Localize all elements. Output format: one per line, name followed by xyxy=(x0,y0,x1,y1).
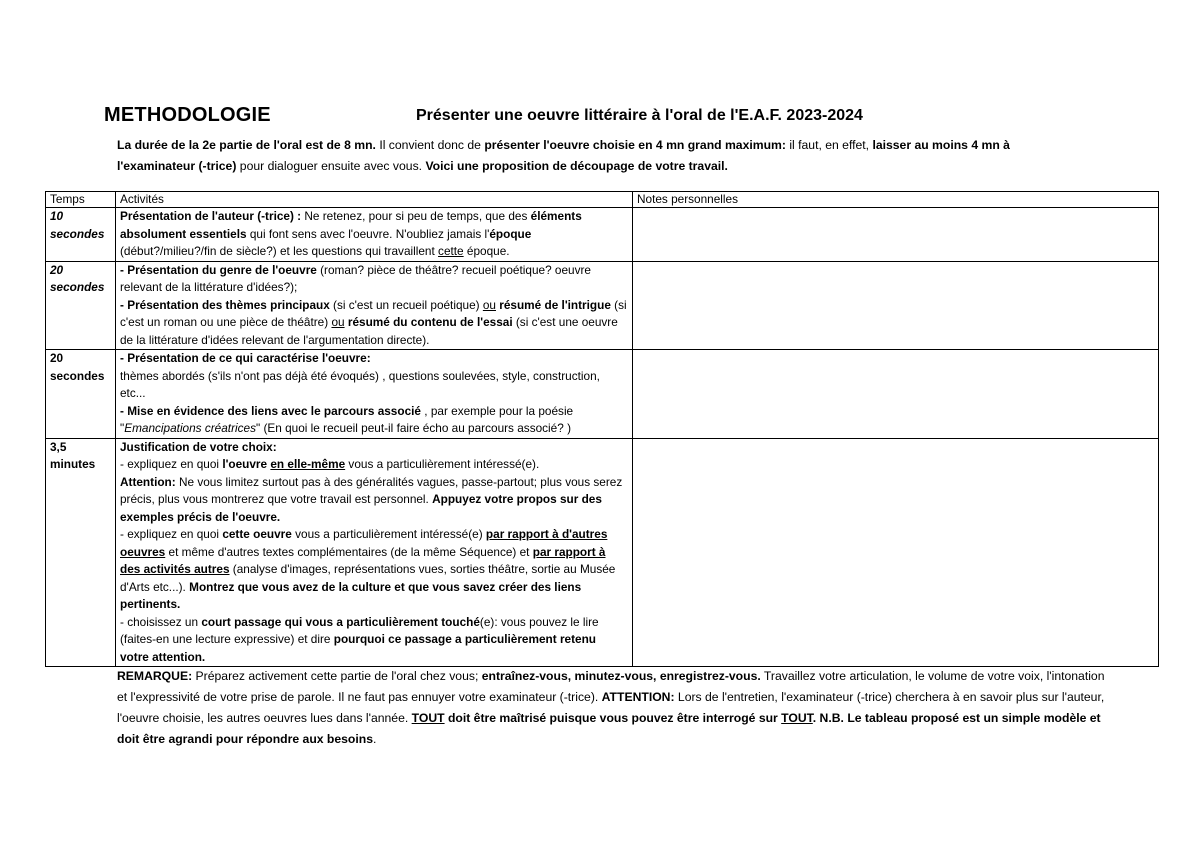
header-notes: Notes personnelles xyxy=(633,192,1159,208)
remark-underline: TOUT xyxy=(781,711,813,725)
activity-heading: - Présentation du genre de l'oeuvre xyxy=(120,262,317,277)
activity-emphasis: éléments absolument essentiels xyxy=(120,209,582,241)
activity-emphasis: pourquoi ce passage a particulièrement retenu votre attention. xyxy=(120,632,596,664)
intro-proposal: Voici une proposition de découpage de votre travail. xyxy=(425,159,728,173)
table-row xyxy=(46,438,1159,667)
time-unit: secondes xyxy=(50,368,105,383)
notes-cell[interactable] xyxy=(633,350,1159,439)
activity-text: vous a particulièrement intéressé(e) xyxy=(291,527,486,541)
activity-emphasis: résumé de l'intrigue xyxy=(495,297,611,312)
activity-text: (analyse d'images, représentations vues, sorties théâtre, sortie au Musée d'Arts etc...). xyxy=(120,562,616,594)
activity-underline: ou xyxy=(331,315,345,329)
activity-text: vous a particulièrement intéressé(e). xyxy=(345,457,540,471)
activity-underline: en elle-même xyxy=(270,457,346,471)
activity-emphasis: cette oeuvre xyxy=(222,527,292,541)
header-time: Temps xyxy=(46,192,116,208)
intro-present: présenter l'oeuvre choisie en 4 mn grand maximum: xyxy=(484,138,786,152)
time-cell xyxy=(46,438,116,667)
activity-heading: Justification de votre choix: xyxy=(120,439,277,454)
methodology-table xyxy=(45,191,1159,667)
activity-underline: par rapport à des activités autres xyxy=(120,544,606,576)
activity-italic: Emancipations créatrices xyxy=(124,421,256,435)
time-unit: secondes xyxy=(50,280,105,294)
activity-text: (si c'est un roman ou une pièce de théâtre) xyxy=(120,297,627,329)
remark-emphasis: doit être maîtrisé puisque vous pouvez être interrogé sur xyxy=(444,711,782,725)
page-subtitle: Présenter une oeuvre littéraire à l'oral de l'E.A.F. 2023-2024 xyxy=(416,107,863,124)
activity-text: (si c'est un recueil poétique) xyxy=(329,297,483,312)
activity-text: Ne vous limitez surtout pas à des généralités vagues, passe-partout; plus vous serez précis, plus vous montrerez que votre travail est personnel. xyxy=(120,474,623,506)
activity-emphasis: époque xyxy=(489,226,532,241)
activity-cell xyxy=(116,350,633,439)
activity-text: " (En quoi le recueil peut-il faire écho au parcours associé? ) xyxy=(256,421,572,435)
remark-text: . xyxy=(372,732,377,746)
activity-text: (début?/milieu?/fin de siècle?) et les questions qui travaillent xyxy=(120,244,439,258)
activity-heading: - Mise en évidence des liens avec le parcours associé xyxy=(120,403,421,418)
attention-label: ATTENTION: xyxy=(601,690,675,704)
remark-emphasis: entraînez-vous, minutez-vous, enregistrez-vous. xyxy=(481,669,761,683)
time-cell xyxy=(46,261,116,350)
activity-emphasis: Attention: xyxy=(120,474,176,489)
activity-text: , par exemple pour la poésie " xyxy=(120,403,574,435)
header-activities: Activités xyxy=(116,192,633,208)
remark-text: Préparez activement cette partie de l'oral chez vous; xyxy=(192,669,482,683)
notes-cell[interactable] xyxy=(633,438,1159,667)
notes-cell[interactable] xyxy=(633,261,1159,350)
table-row xyxy=(46,350,1159,439)
time-unit: minutes xyxy=(50,457,96,471)
activity-text: - expliquez en quoi xyxy=(120,527,223,541)
activity-heading: - Présentation des thèmes principaux xyxy=(120,297,330,312)
activity-emphasis: résumé du contenu de l'essai xyxy=(344,315,513,329)
activity-underline: ou xyxy=(482,297,496,312)
activity-cell xyxy=(116,438,633,667)
activity-emphasis: Montrez que vous avez de la culture et que vous savez créer des liens pertinents. xyxy=(120,579,582,611)
activity-text: et même d'autres textes complémentaires (de la même Séquence) et xyxy=(165,544,533,559)
activity-text: (si c'est une oeuvre de la littérature d'idées relevant de l'argumentation directe). xyxy=(120,315,618,347)
activity-text: époque. xyxy=(463,244,510,258)
activity-text: thèmes abordés (s'ils n'ont pas déjà été évoqués) , questions soulevées, style, construction, etc... xyxy=(120,368,600,400)
activity-cell xyxy=(116,261,633,350)
time-value: 3,5 xyxy=(50,439,67,454)
table-header-row xyxy=(46,192,1159,208)
time-value: 20 xyxy=(50,262,64,277)
activity-text: (e): vous pouvez le lire (faites-en une lecture expressive) et dire xyxy=(120,614,599,646)
time-cell xyxy=(46,350,116,439)
activity-text: - choisissez un xyxy=(120,614,202,629)
remark-text: Travaillez votre articulation, le volume de votre voix, l'intonation et l'expressivité de votre prise de parole. Il ne faut pas ennuyer votre examinateur (-trice). xyxy=(117,669,1105,704)
remark-paragraph xyxy=(117,666,1107,750)
notes-cell[interactable] xyxy=(633,208,1159,262)
time-value: 10 xyxy=(50,209,64,223)
activity-cell xyxy=(116,208,633,262)
remark-underline: TOUT xyxy=(411,711,445,725)
remark-emphasis: . N.B. Le tableau proposé est un simple modèle et doit être agrandi pour répondre aux besoins xyxy=(117,711,1101,746)
activity-text: - expliquez en quoi xyxy=(120,457,223,471)
activity-heading: Présentation de l'auteur (-trice) : xyxy=(120,209,302,223)
remark-label: REMARQUE: xyxy=(117,669,193,683)
time-value: 20 xyxy=(50,351,64,365)
activity-text: Ne retenez, pour si peu de temps, que des xyxy=(301,209,531,223)
intro-text: il faut, en effet, xyxy=(785,138,873,152)
time-unit: secondes xyxy=(50,226,105,241)
intro-duration: La durée de la 2e partie de l'oral est de 8 mn. xyxy=(117,138,376,152)
activity-underline: cette xyxy=(438,244,464,258)
activity-text: qui font sens avec l'oeuvre. N'oubliez jamais l' xyxy=(246,226,490,241)
intro-text: Il convient donc de xyxy=(375,138,485,152)
remark-text: Lors de l'entretien, l'examinateur (-trice) cherchera à en savoir plus sur l'auteur, l'oeuvre choisie, les autres oeuvres lues dans l'année. xyxy=(117,690,1105,725)
table-row xyxy=(46,208,1159,262)
time-cell xyxy=(46,208,116,262)
intro-text: pour dialoguer ensuite avec vous. xyxy=(236,159,426,173)
table-row xyxy=(46,261,1159,350)
page-title: METHODOLOGIE xyxy=(104,104,271,126)
activity-underline: par rapport à d'autres oeuvres xyxy=(120,527,608,559)
activity-emphasis: Appuyez votre propos sur des exemples précis de l'oeuvre. xyxy=(120,492,602,524)
activity-emphasis: court passage qui vous a particulièrement touché xyxy=(201,614,480,629)
activity-emphasis: l'oeuvre xyxy=(222,457,268,471)
title-row xyxy=(104,104,1104,132)
activity-heading: - Présentation de ce qui caractérise l'oeuvre: xyxy=(120,351,371,365)
intro-leave-time: laisser au moins 4 mn à l'examinateur (-trice) xyxy=(117,138,1010,173)
activity-text: (roman? pièce de théâtre? recueil poétique? oeuvre relevant de la littérature d'idées?); xyxy=(120,262,591,294)
intro-paragraph xyxy=(117,135,1077,177)
